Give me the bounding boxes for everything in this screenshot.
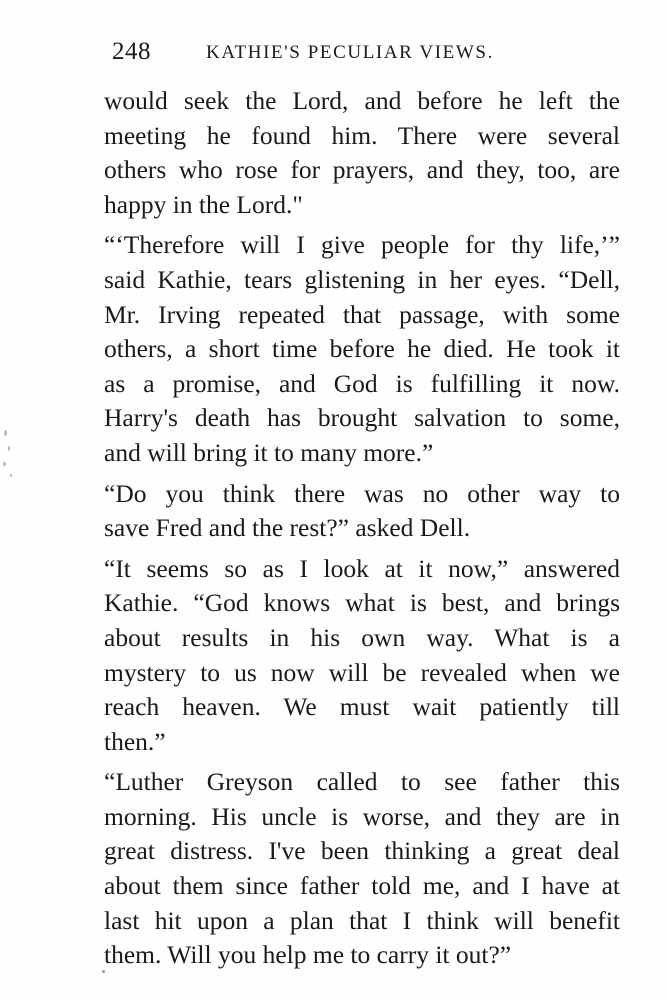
text-line: then.” — [104, 726, 166, 756]
text-line: “‘Therefore will I give people for thy life,’” — [104, 230, 620, 260]
page-number: 248 — [112, 38, 151, 65]
text-line: morning. His uncle is worse, and they are in — [104, 801, 620, 831]
text-line: happy in the Lord." — [104, 189, 303, 219]
text-line: “Do you think there was no other way to — [104, 478, 620, 508]
text-line: as a promise, and God is fulfilling it now. — [104, 368, 620, 398]
text-line: them. Will you help me to carry it out?” — [104, 940, 512, 970]
text-line: others who rose for prayers, and they, too, are — [104, 155, 620, 185]
text-line: others, a short time before he died. He took it — [104, 334, 620, 364]
text-line: mystery to us now will be revealed when we — [104, 657, 620, 687]
text-line: save Fred and the rest?” asked Dell. — [104, 513, 471, 543]
text-line: and will bring it to many more.” — [104, 437, 434, 467]
text-line: great distress. I've been thinking a great deal — [104, 836, 620, 866]
running-head: KATHIE'S PECULIAR VIEWS. — [206, 42, 494, 63]
text-line: Harry's death has brought salvation to some, — [104, 403, 620, 433]
text-line: about results in his own way. What is a — [104, 622, 620, 652]
text-line: reach heaven. We must wait patiently till — [104, 692, 620, 722]
print-speck — [8, 446, 10, 451]
text-line: about them since father told me, and I have at — [104, 871, 620, 901]
text-line: “It seems so as I look at it now,” answered — [104, 553, 620, 583]
page-header — [112, 38, 622, 68]
print-speck — [102, 970, 105, 973]
text-line: meeting he found him. There were several — [104, 120, 620, 150]
body-text — [104, 84, 620, 973]
print-speck — [3, 462, 6, 466]
print-speck — [10, 474, 12, 477]
text-line: last hit upon a plan that I think will benefit — [104, 905, 620, 935]
text-line: Mr. Irving repeated that passage, with some — [104, 299, 620, 329]
text-line: would seek the Lord, and before he left the — [104, 86, 620, 115]
print-speck — [4, 430, 7, 436]
text-line: Kathie. “God knows what is best, and brings — [104, 588, 620, 618]
text-line: “Luther Greyson called to see father this — [104, 767, 620, 797]
text-line: said Kathie, tears glistening in her eyes. “Dell, — [104, 264, 620, 294]
